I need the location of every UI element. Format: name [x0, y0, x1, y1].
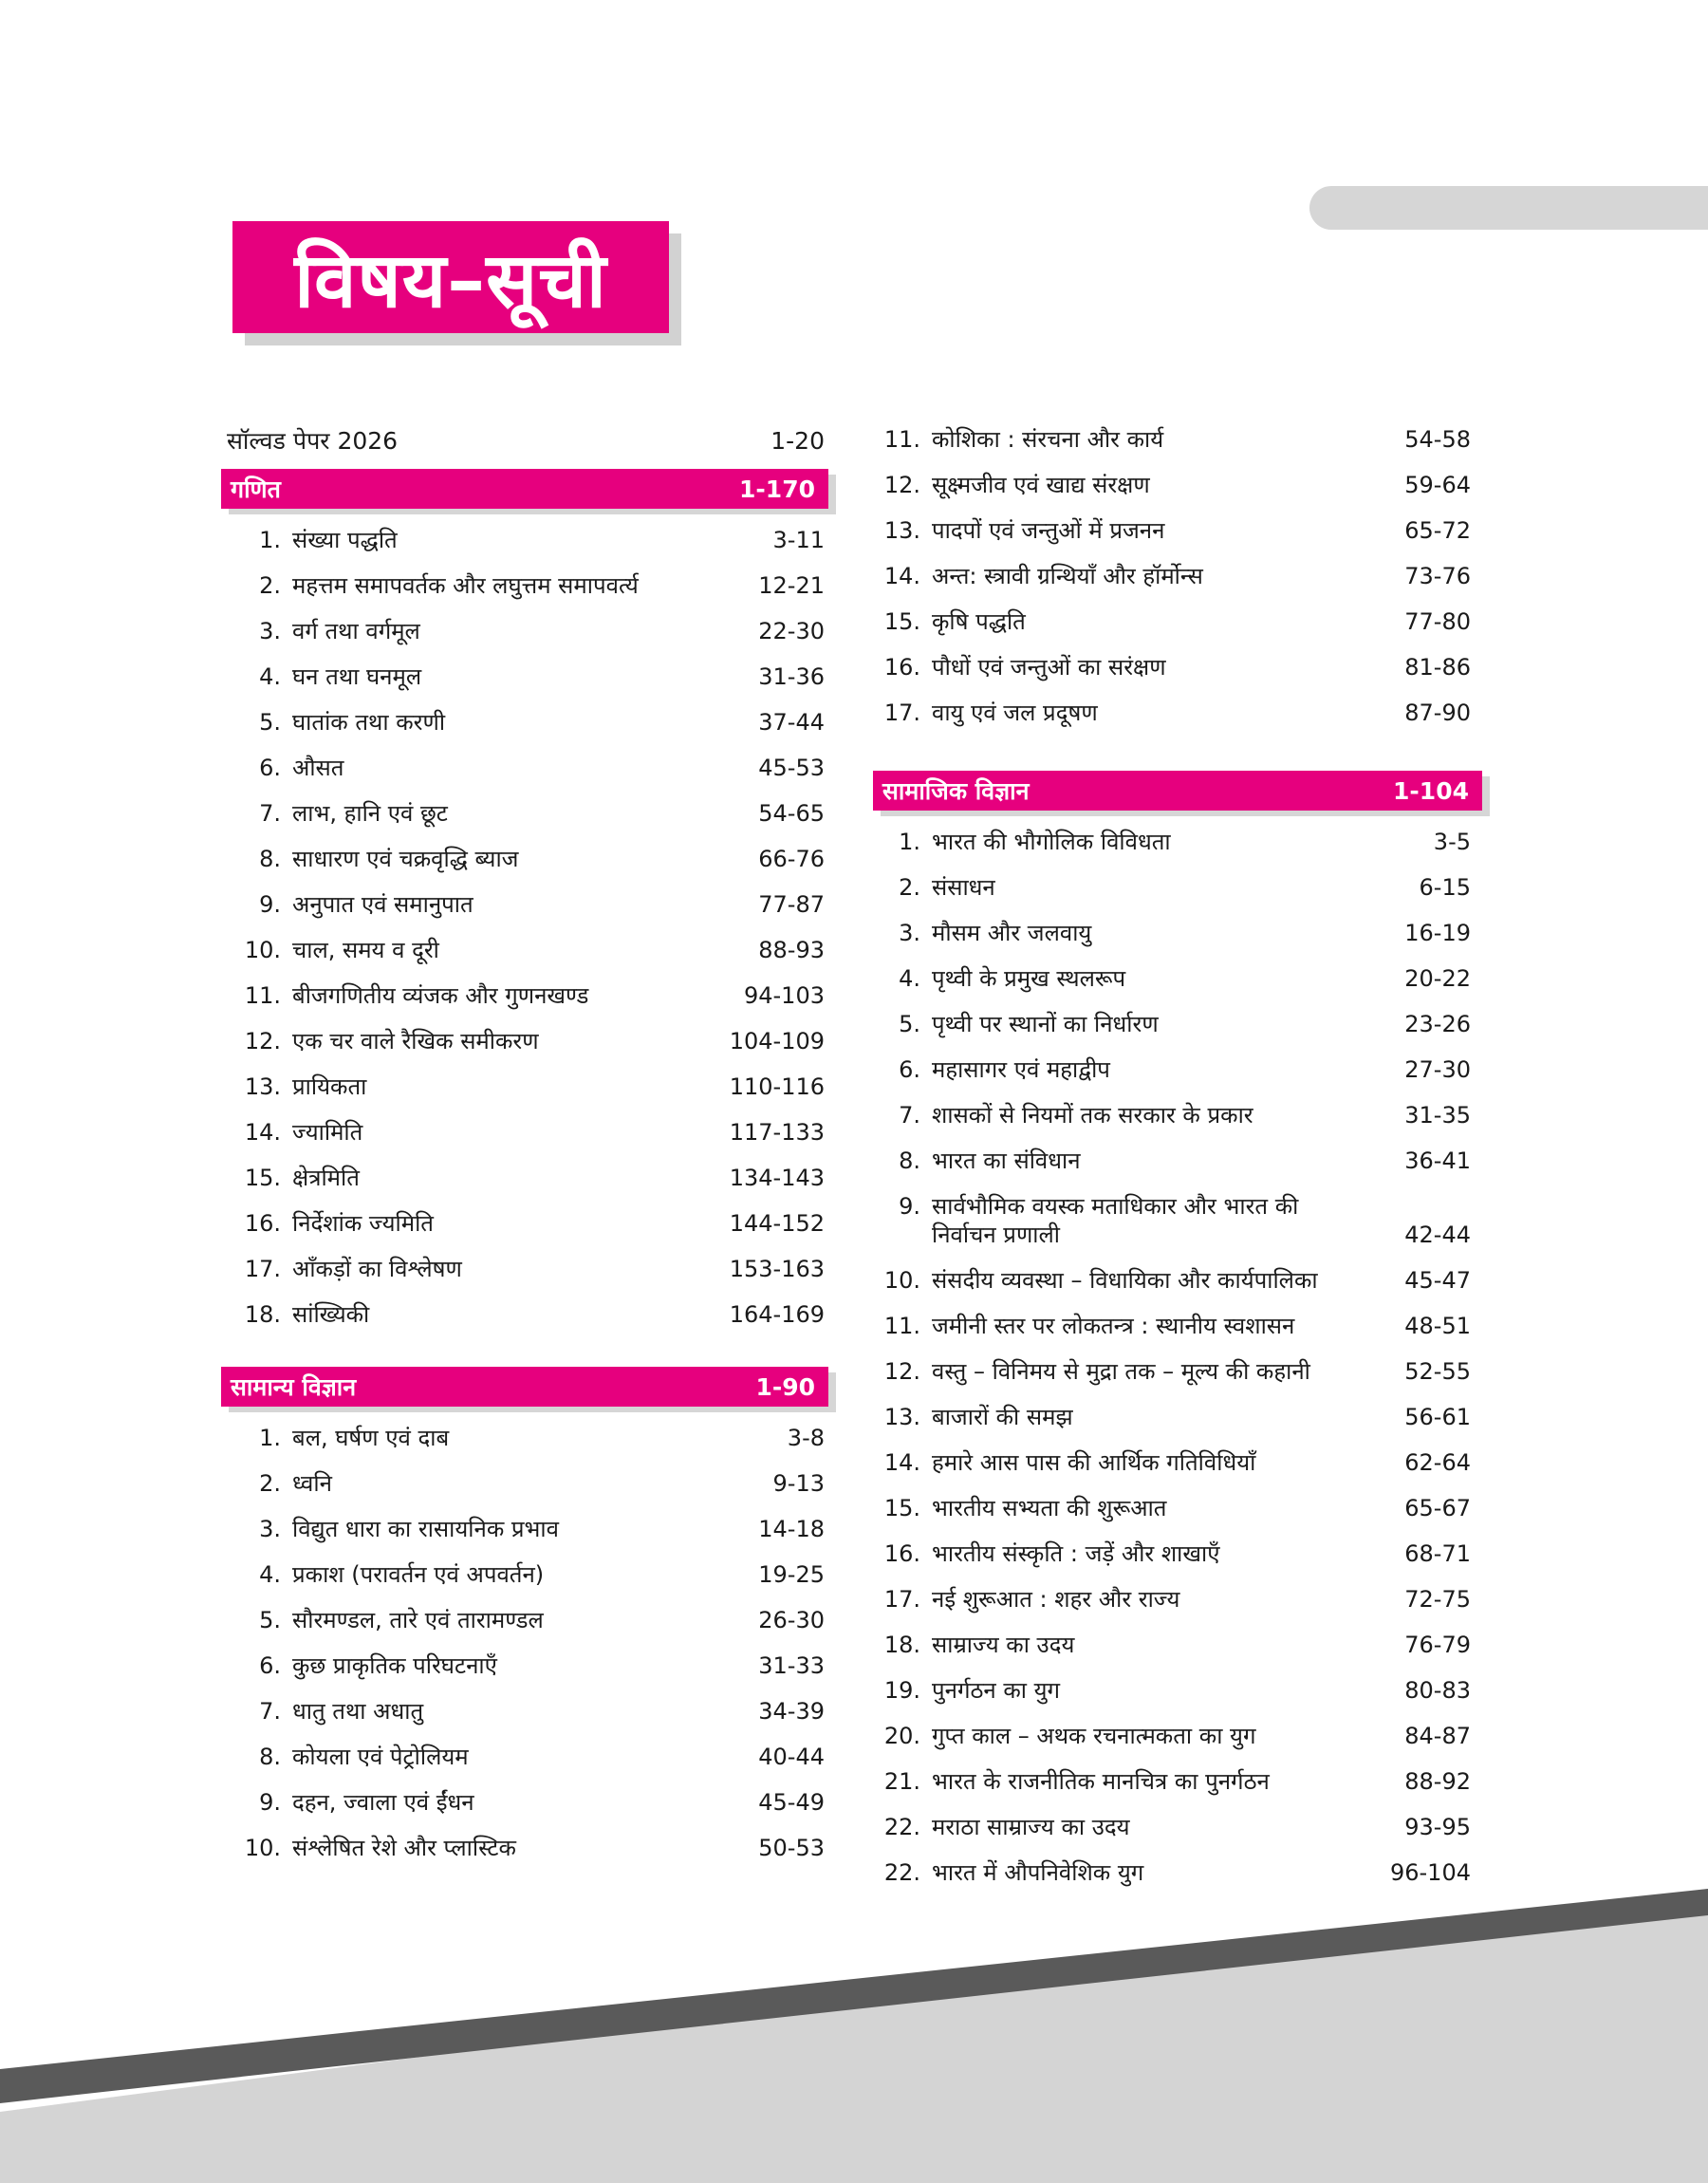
toc-row[interactable] — [873, 957, 1482, 1002]
section-name: सामान्य विज्ञान — [231, 1373, 357, 1401]
toc-row[interactable] — [873, 463, 1482, 509]
toc-left-column — [221, 418, 828, 1872]
chapter-title: पादपों एवं जन्तुओं में प्रजनन — [932, 517, 1165, 544]
chapter-pages: 68-71 — [1404, 1540, 1471, 1567]
chapter-number: 16. — [883, 654, 920, 681]
chapter-pages: 134-143 — [729, 1165, 825, 1191]
toc-row[interactable] — [873, 1259, 1482, 1304]
chapter-title: भारत के राजनीतिक मानचित्र का पुनर्गठन — [932, 1768, 1270, 1795]
chapter-pages: 3-5 — [1433, 829, 1471, 855]
chapter-number: 7. — [259, 1698, 281, 1725]
chapter-number: 18. — [244, 1301, 281, 1328]
chapter-title: संख्या पद्धति — [292, 527, 398, 553]
chapter-title: घन तथा घनमूल — [292, 663, 422, 690]
chapter-pages: 48-51 — [1404, 1313, 1471, 1339]
chapter-number: 8. — [259, 1744, 281, 1770]
chapter-number: 17. — [883, 700, 920, 726]
toc-row[interactable] — [873, 600, 1482, 645]
chapter-pages: 110-116 — [729, 1073, 825, 1100]
chapter-title: शासकों से नियमों तक सरकार के प्रकार — [932, 1102, 1253, 1129]
toc-row[interactable] — [221, 1202, 828, 1247]
chapter-pages: 66-76 — [758, 846, 825, 872]
chapter-number: 3. — [259, 618, 281, 644]
chapter-title: धातु तथा अधातु — [292, 1698, 424, 1725]
chapter-title: प्रकाश (परावर्तन एवं अपवर्तन) — [292, 1561, 545, 1588]
chapter-number: 8. — [899, 1147, 920, 1174]
toc-row[interactable] — [221, 1110, 828, 1156]
chapter-pages: 45-53 — [758, 755, 825, 781]
solved-paper-row[interactable] — [221, 418, 828, 465]
chapter-title: बीजगणितीय व्यंजक और गुणनखण्ड — [292, 982, 589, 1009]
chapter-pages: 14-18 — [758, 1516, 825, 1542]
corner-tab-decoration — [1309, 186, 1708, 230]
chapter-number: 7. — [899, 1102, 920, 1129]
toc-row[interactable] — [873, 1185, 1482, 1259]
chapter-title: भारतीय संस्कृति : जड़ें और शाखाएँ — [932, 1540, 1220, 1567]
chapter-number: 21. — [883, 1768, 920, 1795]
chapter-title: बल, घर्षण एवं दाब — [292, 1425, 450, 1451]
chapter-pages: 23-26 — [1404, 1011, 1471, 1037]
toc-row[interactable] — [873, 866, 1482, 911]
chapter-title: वायु एवं जल प्रदूषण — [932, 700, 1098, 726]
solved-paper-pages: 1-20 — [770, 427, 825, 455]
chapter-pages: 3-8 — [787, 1425, 825, 1451]
chapter-pages: 16-19 — [1404, 920, 1471, 946]
chapter-title: दहन, ज्वाला एवं ईंधन — [292, 1789, 474, 1816]
chapter-number: 17. — [244, 1256, 281, 1282]
chapter-number: 12. — [883, 1358, 920, 1385]
chapter-title: आँकड़ों का विश्लेषण — [292, 1256, 462, 1282]
toc-row[interactable] — [221, 609, 828, 655]
chapter-title: बाजारों की समझ — [932, 1404, 1073, 1430]
chapter-pages: 42-44 — [1404, 1222, 1471, 1248]
chapter-number: 22. — [883, 1814, 920, 1840]
chapter-pages: 144-152 — [729, 1210, 825, 1237]
chapter-number: 9. — [899, 1193, 920, 1220]
chapter-title: पौधों एवं जन्तुओं का सरंक्षण — [932, 654, 1166, 681]
chapter-pages: 45-49 — [758, 1789, 825, 1816]
toc-row[interactable] — [221, 746, 828, 792]
toc-row[interactable] — [873, 554, 1482, 600]
chapter-pages: 27-30 — [1404, 1056, 1471, 1083]
chapter-pages: 54-65 — [758, 800, 825, 827]
toc-row[interactable] — [873, 911, 1482, 957]
toc-row[interactable] — [221, 792, 828, 837]
chapter-title: घातांक तथा करणी — [292, 709, 446, 736]
chapter-number: 8. — [259, 846, 281, 872]
toc-row[interactable] — [221, 1781, 828, 1826]
chapter-number: 18. — [883, 1632, 920, 1658]
toc-row[interactable] — [873, 1002, 1482, 1048]
chapter-title: भारत में औपनिवेशिक युग — [932, 1859, 1144, 1886]
chapter-number: 2. — [899, 874, 920, 901]
toc-row[interactable] — [873, 1623, 1482, 1669]
toc-row[interactable] — [873, 1441, 1482, 1486]
chapter-title: कृषि पद्धति — [932, 608, 1026, 635]
chapter-number: 10. — [883, 1267, 920, 1294]
toc-row[interactable] — [221, 883, 828, 928]
chapter-number: 6. — [899, 1056, 920, 1083]
toc-row[interactable] — [873, 1093, 1482, 1139]
toc-row[interactable] — [873, 820, 1482, 866]
toc-row[interactable] — [221, 1689, 828, 1735]
chapter-number: 14. — [244, 1119, 281, 1146]
toc-row[interactable] — [873, 1577, 1482, 1623]
chapter-pages: 164-169 — [729, 1301, 825, 1328]
chapter-title: पृथ्वी के प्रमुख स्थलरूप — [932, 965, 1126, 992]
page-title: विषय–सूची — [232, 221, 669, 333]
chapter-number: 16. — [244, 1210, 281, 1237]
toc-row[interactable] — [873, 1395, 1482, 1441]
chapter-pages: 31-33 — [758, 1652, 825, 1679]
toc-row[interactable] — [873, 691, 1482, 737]
chapter-number: 11. — [883, 426, 920, 453]
toc-row[interactable] — [221, 1735, 828, 1781]
toc-row[interactable] — [221, 837, 828, 883]
chapter-pages: 96-104 — [1389, 1859, 1471, 1886]
chapter-number: 3. — [899, 920, 920, 946]
chapter-pages: 77-80 — [1404, 608, 1471, 635]
chapter-pages: 84-87 — [1404, 1723, 1471, 1749]
section-header[interactable] — [221, 469, 828, 509]
chapter-title: पुनर्गठन का युग — [932, 1677, 1061, 1704]
chapter-title: कोयला एवं पेट्रोलियम — [292, 1744, 469, 1770]
chapter-title: क्षेत्रमिति — [292, 1165, 360, 1191]
toc-row[interactable] — [221, 1507, 828, 1553]
chapter-title: वस्तु – विनिमय से मुद्रा तक – मूल्य की कहानी — [932, 1358, 1310, 1385]
chapter-title: मराठा साम्राज्य का उदय — [932, 1814, 1130, 1840]
chapter-number: 1. — [259, 527, 281, 553]
toc-row[interactable] — [221, 1247, 828, 1293]
toc-row[interactable] — [221, 1293, 828, 1338]
chapter-number: 5. — [899, 1011, 920, 1037]
chapter-number: 13. — [883, 1404, 920, 1430]
chapter-title: साम्राज्य का उदय — [932, 1632, 1075, 1658]
chapter-title: चाल, समय व दूरी — [292, 937, 439, 963]
chapter-title: सांख्यिकी — [292, 1301, 370, 1328]
chapter-number: 7. — [259, 800, 281, 827]
chapter-number: 10. — [244, 937, 281, 963]
chapter-title: कोशिका : संरचना और कार्य — [932, 426, 1164, 453]
chapter-title: सूक्ष्मजीव एवं खाद्य संरक्षण — [932, 472, 1150, 498]
chapter-pages: 65-67 — [1404, 1495, 1471, 1521]
chapter-title: हमारे आस पास की आर्थिक गतिविधियाँ — [932, 1449, 1256, 1476]
toc-row[interactable] — [221, 1826, 828, 1872]
chapter-number: 4. — [899, 965, 920, 992]
toc-row[interactable] — [221, 1416, 828, 1462]
chapter-pages: 153-163 — [729, 1256, 825, 1282]
chapter-number: 6. — [259, 1652, 281, 1679]
chapter-title: सौरमण्डल, तारे एवं तारामण्डल — [292, 1607, 544, 1633]
chapter-title: अनुपात एवं समानुपात — [292, 891, 473, 918]
chapter-title: भारतीय सभ्यता की शुरूआत — [932, 1495, 1167, 1521]
chapter-number: 16. — [883, 1540, 920, 1567]
chapter-title: कुछ प्राकृतिक परिघटनाएँ — [292, 1652, 497, 1679]
chapter-number: 13. — [244, 1073, 281, 1100]
chapter-pages: 87-90 — [1404, 700, 1471, 726]
toc-row[interactable] — [221, 1553, 828, 1598]
chapter-pages: 88-93 — [758, 937, 825, 963]
chapter-title: भारत का संविधान — [932, 1147, 1081, 1174]
chapter-title: ध्वनि — [292, 1470, 332, 1497]
chapter-number: 1. — [899, 829, 920, 855]
chapter-pages: 88-92 — [1404, 1768, 1471, 1795]
chapter-number: 15. — [244, 1165, 281, 1191]
toc-row[interactable] — [221, 974, 828, 1019]
toc-row[interactable] — [221, 518, 828, 564]
chapter-title: महत्तम समापवर्तक और लघुत्तम समापवर्त्य — [292, 572, 639, 599]
toc-row[interactable] — [873, 418, 1482, 463]
chapter-number: 4. — [259, 1561, 281, 1588]
chapter-pages: 34-39 — [758, 1698, 825, 1725]
chapter-title: भारत की भौगोलिक विविधता — [932, 829, 1171, 855]
chapter-pages: 76-79 — [1404, 1632, 1471, 1658]
chapter-pages: 12-21 — [758, 572, 825, 599]
toc-right-column — [873, 418, 1482, 1896]
chapter-number: 5. — [259, 709, 281, 736]
toc-row[interactable] — [221, 1156, 828, 1202]
chapter-pages: 73-76 — [1404, 563, 1471, 589]
section-pages: 1-90 — [755, 1372, 815, 1401]
toc-row[interactable] — [873, 1760, 1482, 1805]
chapter-number: 14. — [883, 1449, 920, 1476]
chapter-title: सार्वभौमिक वयस्क मताधिकार और भारत की निर्वाचन प्रणाली — [932, 1193, 1299, 1248]
chapter-number: 2. — [259, 572, 281, 599]
bottom-stripe-decoration — [0, 1889, 1708, 2183]
section-header[interactable] — [873, 771, 1482, 811]
chapter-title: निर्देशांक ज्यमिति — [292, 1210, 434, 1237]
toc-row[interactable] — [221, 1598, 828, 1644]
chapter-pages: 62-64 — [1404, 1449, 1471, 1476]
chapter-pages: 59-64 — [1404, 472, 1471, 498]
chapter-pages: 37-44 — [758, 709, 825, 736]
toc-row[interactable] — [221, 700, 828, 746]
chapter-title: प्रायिकता — [292, 1073, 367, 1100]
chapter-number: 19. — [883, 1677, 920, 1704]
chapter-title: वर्ग तथा वर्गमूल — [292, 618, 420, 644]
chapter-title: लाभ, हानि एवं छूट — [292, 800, 448, 827]
chapter-number: 17. — [883, 1586, 920, 1613]
chapter-number: 12. — [883, 472, 920, 498]
chapter-number: 14. — [883, 563, 920, 589]
toc-row[interactable] — [221, 564, 828, 609]
chapter-pages: 9-13 — [772, 1470, 825, 1497]
chapter-number: 3. — [259, 1516, 281, 1542]
toc-row[interactable] — [221, 1462, 828, 1507]
chapter-pages: 94-103 — [743, 982, 825, 1009]
chapter-title: साधारण एवं चक्रवृद्धि ब्याज — [292, 846, 519, 872]
chapter-number: 10. — [244, 1835, 281, 1861]
toc-row[interactable] — [221, 928, 828, 974]
chapter-pages: 117-133 — [729, 1119, 825, 1146]
toc-row[interactable] — [873, 1669, 1482, 1714]
chapter-title: अन्त: स्त्रावी ग्रन्थियाँ और हॉर्मोन्स — [932, 563, 1203, 589]
chapter-pages: 80-83 — [1404, 1677, 1471, 1704]
chapter-number: 11. — [244, 982, 281, 1009]
toc-row[interactable] — [873, 1714, 1482, 1760]
section-header[interactable] — [221, 1367, 828, 1407]
chapter-title: पृथ्वी पर स्थानों का निर्धारण — [932, 1011, 1159, 1037]
chapter-title: ज्यामिति — [292, 1119, 363, 1146]
chapter-title: एक चर वाले रैखिक समीकरण — [292, 1028, 539, 1054]
chapter-pages: 36-41 — [1404, 1147, 1471, 1174]
chapter-pages: 31-36 — [758, 663, 825, 690]
chapter-title: मौसम और जलवायु — [932, 920, 1092, 946]
chapter-pages: 6-15 — [1419, 874, 1471, 901]
toc-row[interactable] — [873, 1048, 1482, 1093]
chapter-pages: 65-72 — [1404, 517, 1471, 544]
chapter-pages: 54-58 — [1404, 426, 1471, 453]
toc-row[interactable] — [221, 1065, 828, 1110]
chapter-pages: 40-44 — [758, 1744, 825, 1770]
chapter-pages: 56-61 — [1404, 1404, 1471, 1430]
chapter-number: 15. — [883, 1495, 920, 1521]
chapter-number: 13. — [883, 517, 920, 544]
chapter-pages: 81-86 — [1404, 654, 1471, 681]
toc-row[interactable] — [873, 1304, 1482, 1350]
chapter-number: 1. — [259, 1425, 281, 1451]
toc-row[interactable] — [873, 1139, 1482, 1185]
chapter-pages: 45-47 — [1404, 1267, 1471, 1294]
chapter-title: संश्लेषित रेशे और प्लास्टिक — [292, 1835, 516, 1861]
chapter-number: 9. — [259, 1789, 281, 1816]
section-pages: 1-104 — [1393, 776, 1469, 805]
chapter-pages: 93-95 — [1404, 1814, 1471, 1840]
chapter-pages: 20-22 — [1404, 965, 1471, 992]
chapter-title: नई शुरूआत : शहर और राज्य — [932, 1586, 1180, 1613]
chapter-number: 5. — [259, 1607, 281, 1633]
chapter-title: संसाधन — [932, 874, 995, 901]
chapter-pages: 50-53 — [758, 1835, 825, 1861]
toc-row[interactable] — [873, 1805, 1482, 1851]
chapter-pages: 104-109 — [729, 1028, 825, 1054]
chapter-title: संसदीय व्यवस्था – विधायिका और कार्यपालिका — [932, 1267, 1318, 1294]
chapter-pages: 3-11 — [772, 527, 825, 553]
chapter-number: 4. — [259, 663, 281, 690]
chapter-number: 9. — [259, 891, 281, 918]
chapter-number: 20. — [883, 1723, 920, 1749]
chapter-pages: 22-30 — [758, 618, 825, 644]
toc-row[interactable] — [873, 645, 1482, 691]
chapter-title: महासागर एवं महाद्वीप — [932, 1056, 1110, 1083]
chapter-title: औसत — [292, 755, 344, 781]
section-pages: 1-170 — [739, 475, 815, 503]
chapter-number: 22. — [883, 1859, 920, 1886]
toc-row[interactable] — [873, 1486, 1482, 1532]
chapter-title: गुप्त काल – अथक रचनात्मकता का युग — [932, 1723, 1256, 1749]
toc-row[interactable] — [221, 655, 828, 700]
section-name: सामाजिक विज्ञान — [882, 777, 1030, 805]
chapter-number: 12. — [244, 1028, 281, 1054]
toc-row[interactable] — [873, 1532, 1482, 1577]
toc-row[interactable] — [873, 1350, 1482, 1395]
chapter-number: 2. — [259, 1470, 281, 1497]
chapter-pages: 77-87 — [758, 891, 825, 918]
chapter-pages: 72-75 — [1404, 1586, 1471, 1613]
chapter-title: विद्युत धारा का रासायनिक प्रभाव — [292, 1516, 559, 1542]
chapter-number: 6. — [259, 755, 281, 781]
toc-row[interactable] — [873, 509, 1482, 554]
toc-row[interactable] — [221, 1644, 828, 1689]
chapter-pages: 26-30 — [758, 1607, 825, 1633]
solved-paper-label: सॉल्वड पेपर 2026 — [227, 427, 399, 455]
chapter-pages: 52-55 — [1404, 1358, 1471, 1385]
chapter-pages: 31-35 — [1404, 1102, 1471, 1129]
chapter-number: 15. — [883, 608, 920, 635]
section-name: गणित — [231, 476, 281, 503]
chapter-title: जमीनी स्तर पर लोकतन्त्र : स्थानीय स्वशासन — [932, 1313, 1295, 1339]
chapter-number: 11. — [883, 1313, 920, 1339]
toc-row[interactable] — [221, 1019, 828, 1065]
chapter-pages: 19-25 — [758, 1561, 825, 1588]
